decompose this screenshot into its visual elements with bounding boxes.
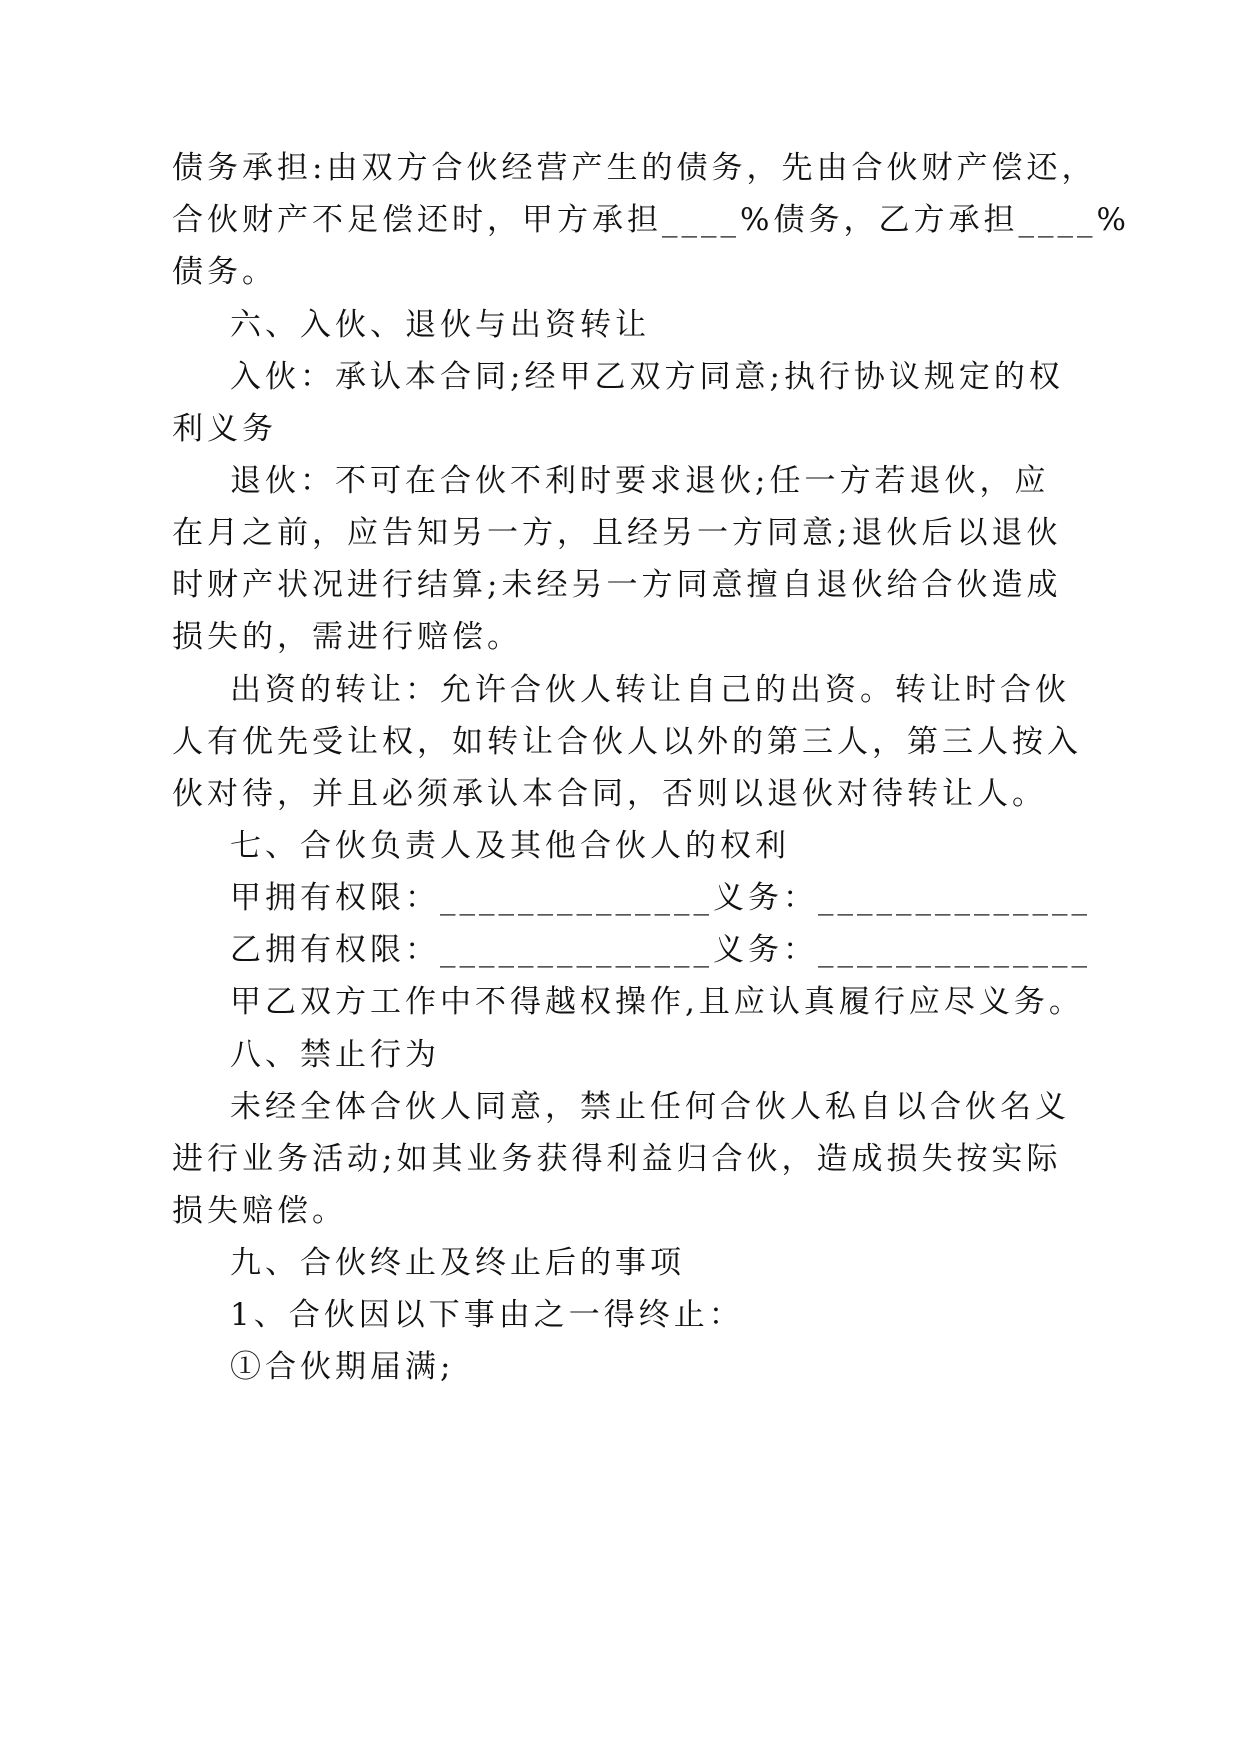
paragraph-line: 入伙：承认本合同;经甲乙双方同意;执行协议规定的权	[230, 359, 1064, 395]
paragraph-line: ①合伙期届满;	[230, 1349, 455, 1385]
section-heading: 六、入伙、退伙与出资转让	[230, 307, 650, 343]
paragraph-line: 合伙财产不足偿还时，甲方承担____%债务，乙方承担____%	[172, 202, 1130, 238]
paragraph-line: 在月之前，应告知另一方，且经另一方同意;退伙后以退伙	[172, 515, 1062, 551]
paragraph-line: 甲乙双方工作中不得越权操作,且应认真履行应尽义务。	[230, 984, 1084, 1020]
paragraph-line: 损失的，需进行赔偿。	[172, 619, 522, 655]
paragraph-line: 伙对待，并且必须承认本合同，否则以退伙对待转让人。	[172, 776, 1047, 812]
paragraph-line: 乙拥有权限：______________义务：______________	[230, 932, 1091, 968]
paragraph-line: 人有优先受让权，如转让合伙人以外的第三人，第三人按入	[172, 724, 1082, 760]
paragraph-line: 债务。	[172, 254, 277, 290]
paragraph-line: 未经全体合伙人同意，禁止任何合伙人私自以合伙名义	[230, 1089, 1070, 1125]
paragraph-line: 利义务	[172, 411, 277, 447]
paragraph-line: 1、合伙因以下事由之一得终止：	[230, 1297, 744, 1333]
section-heading: 九、合伙终止及终止后的事项	[230, 1245, 685, 1281]
section-heading: 八、禁止行为	[230, 1037, 440, 1073]
paragraph-line: 出资的转让：允许合伙人转让自己的出资。转让时合伙	[230, 672, 1070, 708]
paragraph-line: 退伙：不可在合伙不利时要求退伙;任一方若退伙，应	[230, 463, 1050, 499]
paragraph-line: 债务承担:由双方合伙经营产生的债务，先由合伙财产偿还，	[172, 150, 1097, 186]
paragraph-line: 甲拥有权限：______________义务：______________	[230, 880, 1091, 916]
paragraph-line: 损失赔偿。	[172, 1193, 347, 1229]
paragraph-line: 进行业务活动;如其业务获得利益归合伙，造成损失按实际	[172, 1141, 1062, 1177]
section-heading: 七、合伙负责人及其他合伙人的权利	[230, 828, 790, 864]
paragraph-line: 时财产状况进行结算;未经另一方同意擅自退伙给合伙造成	[172, 567, 1062, 603]
